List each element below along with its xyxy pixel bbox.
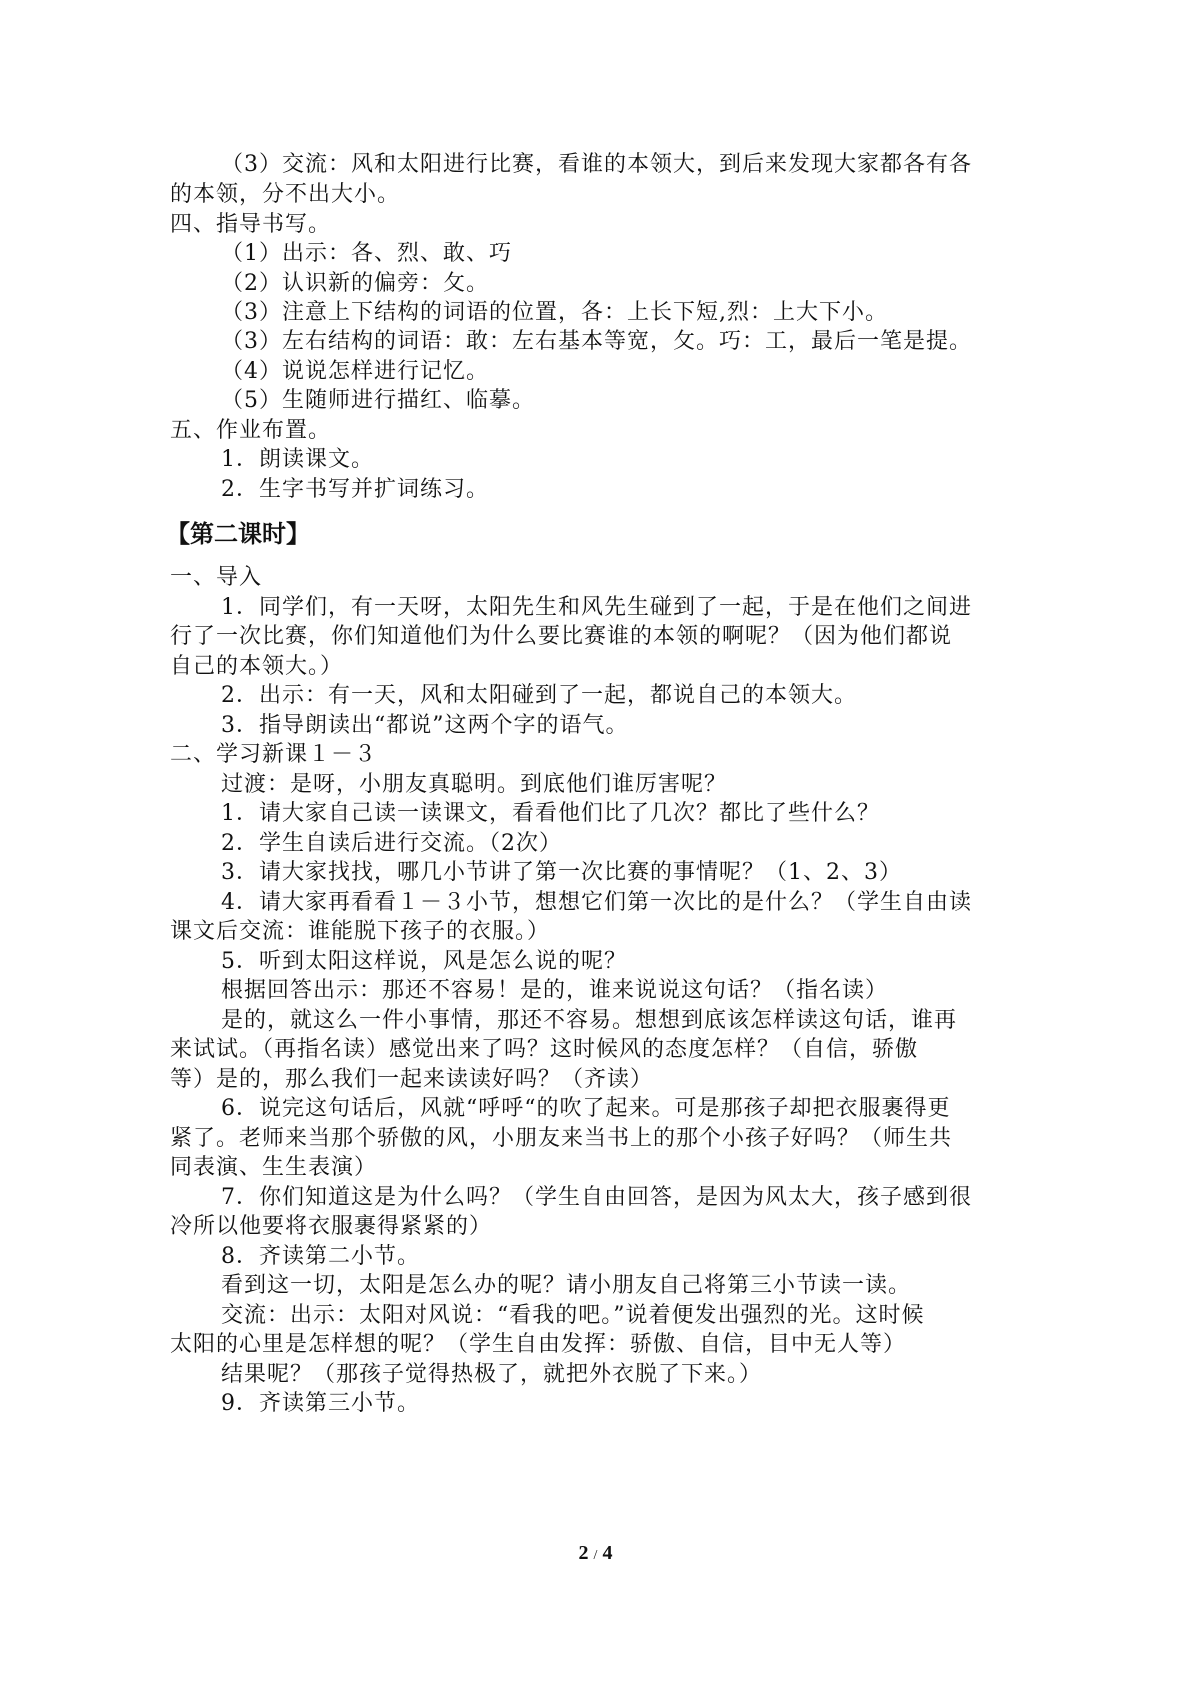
list-item: 1．朗读课文。 <box>221 447 374 472</box>
paragraph-line: 来试试。（再指名读）感觉出来了吗？这时候风的态度怎样？（自信，骄傲 <box>170 1037 919 1062</box>
list-item: （3）注意上下结构的词语的位置，各：上长下短,烈：上大下小。 <box>221 300 888 325</box>
list-item: （2）认识新的偏旁：攵。 <box>221 271 489 296</box>
paragraph-line: 的本领，分不出大小。 <box>170 182 401 207</box>
paragraph-line: 2．出示：有一天，风和太阳碰到了一起，都说自己的本领大。 <box>221 683 857 708</box>
paragraph-line: 是的，就这么一件小事情，那还不容易。想想到底该怎样读这句话，谁再 <box>221 1008 958 1033</box>
paragraph-line: 自己的本领大。） <box>170 654 344 679</box>
lesson-title: 【第二课时】 <box>166 520 310 548</box>
paragraph-line: 1．请大家自己读一读课文，看看他们比了几次？都比了些什么？ <box>221 801 880 826</box>
paragraph-line: 3．指导朗读出“都说”这两个字的语气。 <box>221 713 629 738</box>
total-pages-number: 4 <box>602 1542 613 1564</box>
paragraph-line: 行了一次比赛，你们知道他们为什么要比赛谁的本领的啊呢？（因为他们都说 <box>170 624 953 649</box>
paragraph-line: 结果呢？（那孩子觉得热极了，就把外衣脱了下来。） <box>221 1362 763 1387</box>
current-page-number: 2 <box>578 1542 589 1564</box>
paragraph-line: 5．听到太阳这样说，风是怎么说的呢？ <box>221 949 627 974</box>
page-number <box>0 1540 1191 1569</box>
section-heading: 四、指导书写。 <box>170 212 332 237</box>
paragraph-line: 交流：出示：太阳对风说：“看我的吧。”说着便发出强烈的光。这时候 <box>221 1303 925 1328</box>
list-item: （3）左右结构的词语：敢：左右基本等宽，攵。巧：工，最后一笔是提。 <box>221 329 972 354</box>
page-separator: / <box>593 1548 598 1563</box>
list-item: 2．生字书写并扩词练习。 <box>221 477 489 502</box>
paragraph-line: 课文后交流：谁能脱下孩子的衣服。） <box>170 919 551 944</box>
paragraph-line: 根据回答出示：那还不容易！是的，谁来说说这句话？（指名读） <box>221 978 889 1003</box>
list-item: （4）说说怎样进行记忆。 <box>221 359 489 384</box>
paragraph-line: 4．请大家再看看１－３小节，想想它们第一次比的是什么？（学生自由读 <box>221 890 972 915</box>
paragraph-line: 过渡：是呀，小朋友真聪明。到底他们谁厉害呢？ <box>221 772 728 797</box>
paragraph-line: 7．你们知道这是为什么吗？（学生自由回答，是因为风太大，孩子感到很 <box>221 1185 972 1210</box>
paragraph-line: 太阳的心里是怎样想的呢？（学生自由发挥：骄傲、自信，目中无人等） <box>170 1332 907 1357</box>
paragraph-line: （3）交流：风和太阳进行比赛，看谁的本领大，到后来发现大家都各有各 <box>221 152 972 177</box>
section-heading: 一、导入 <box>170 565 263 590</box>
section-heading: 五、作业布置。 <box>170 418 332 443</box>
paragraph-line: 紧了。老师来当那个骄傲的风，小朋友来当书上的那个小孩子好吗？（师生共 <box>170 1126 953 1151</box>
paragraph-line: 冷所以他要将衣服裹得紧紧的） <box>170 1214 493 1239</box>
paragraph-line: 1．同学们，有一天呀，太阳先生和风先生碰到了一起，于是在他们之间进 <box>221 595 972 620</box>
paragraph-line: 2．学生自读后进行交流。（2次） <box>221 831 562 856</box>
paragraph-line: 看到这一切，太阳是怎么办的呢？请小朋友自己将第三小节读一读。 <box>221 1273 912 1298</box>
paragraph-line: 同表演、生生表演） <box>170 1155 378 1180</box>
paragraph-line: 3．请大家找找，哪几小节讲了第一次比赛的事情呢？（1、2、3） <box>221 860 902 885</box>
list-item: （5）生随师进行描红、临摹。 <box>221 388 535 413</box>
paragraph-line: 6．说完这句话后，风就“呼呼“的吹了起来。可是那孩子却把衣服裹得更 <box>221 1096 951 1121</box>
paragraph-line: 8．齐读第二小节。 <box>221 1244 420 1269</box>
section-heading: 二、学习新课１－３ <box>170 742 378 767</box>
list-item: （1）出示：各、烈、敢、巧 <box>221 241 512 266</box>
paragraph-line: 9．齐读第三小节。 <box>221 1391 420 1416</box>
paragraph-line: 等）是的，那么我们一起来读读好吗？（齐读） <box>170 1067 654 1092</box>
